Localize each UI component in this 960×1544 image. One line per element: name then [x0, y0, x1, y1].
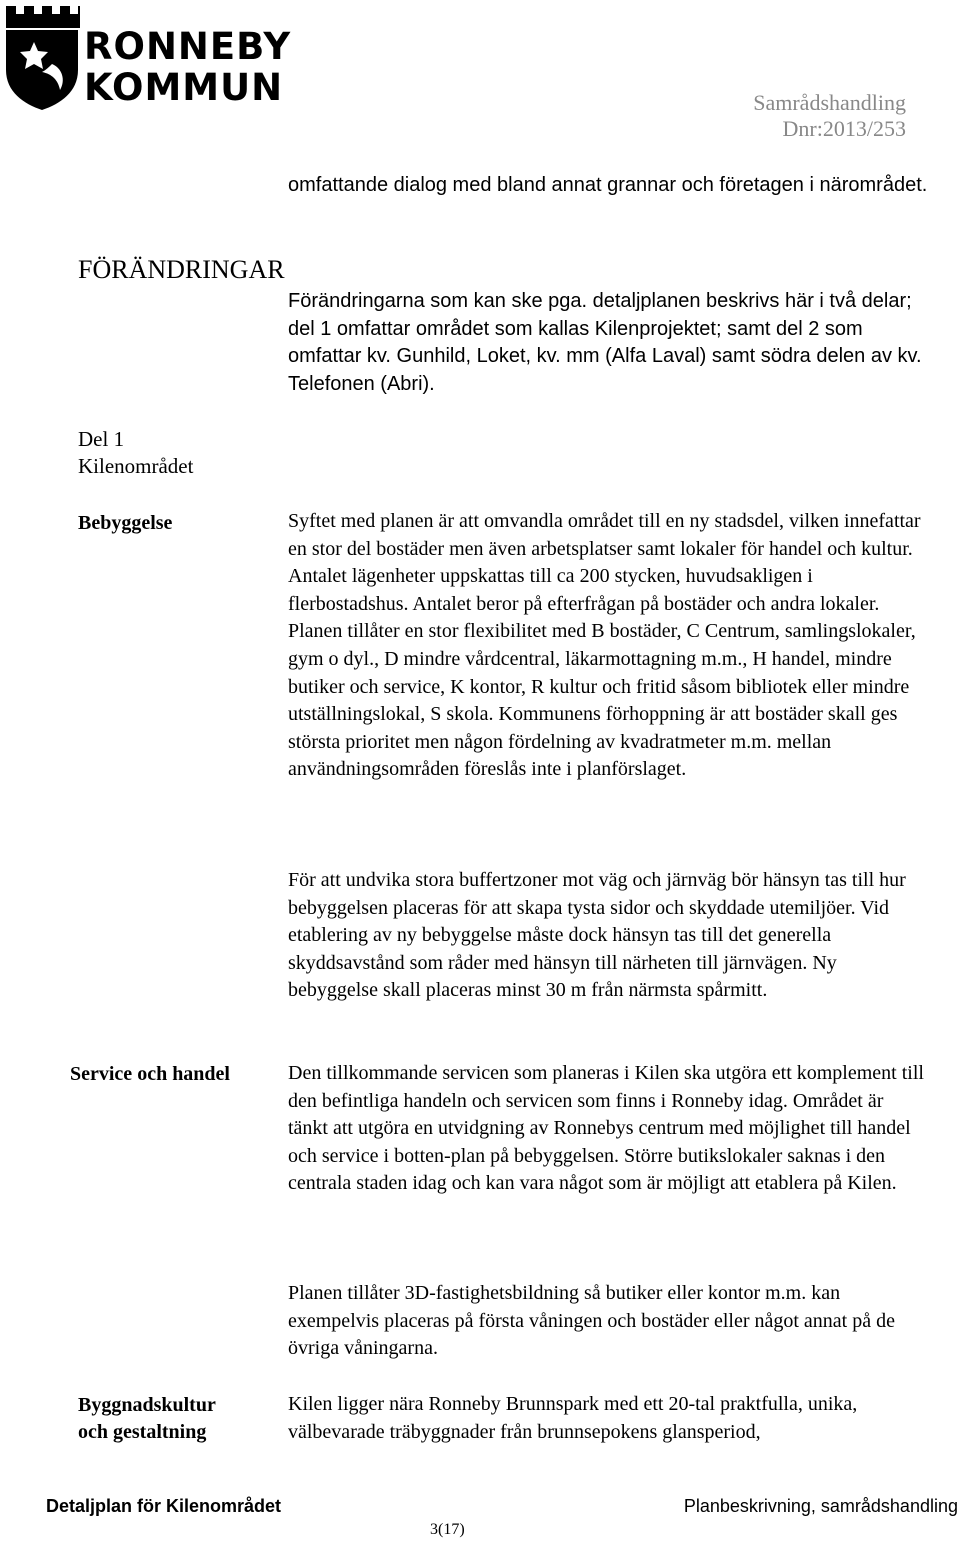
- logo-line-ronneby: RONNEBY: [84, 25, 292, 68]
- side-heading-byggnadskultur-line1: Byggnadskultur: [78, 1394, 216, 1416]
- side-heading-service-och-handel: Service och handel: [70, 1063, 230, 1085]
- part1-heading-line2: Kilenområdet: [78, 454, 194, 478]
- ronneby-kommun-logo: [4, 4, 292, 116]
- part1-heading: [78, 426, 193, 480]
- section-intro-paragraph: Förändringarna som kan ske pga. detaljplanen beskrivs här i två delar; del 1 omfattar området som kallas Kilenprojektet; samt del 2 som omfattar kv. Gunhild, Loket, kv. mm (Alfa Laval) samt södra delen av kv. Telefonen (Abri).: [288, 290, 922, 395]
- document-number: Dnr:2013/253: [782, 116, 906, 141]
- logo-wordmark: [84, 26, 291, 108]
- side-heading-byggnadskultur: [78, 1392, 216, 1446]
- side-heading-byggnadskultur-line2: och gestaltning: [78, 1421, 207, 1443]
- document-type: Samrådshandling: [753, 90, 906, 115]
- coat-of-arms-icon: [4, 4, 80, 112]
- intro-paragraph: omfattande dialog med bland annat grannar och företagen i närområdet.: [288, 174, 928, 196]
- service-paragraph-1: Den tillkommande servicen som planeras i Kilen ska utgöra ett komplement till den befintliga handeln och servicen som finns i Ronneby idag. Området är tänkt att utgöra en utvidgning av Ronnebys centrum med möjlighet till handel och service i botten-plan på bebyggelsen. Större butikslokaler saknas i den centrala staden idag och kan vara något som är möjligt att etablera på Kilen.: [288, 1062, 924, 1195]
- bebyggelse-paragraph-2: För att undvika stora buffertzoner mot väg och järnväg bör hänsyn tas till hur bebyggelsen placeras för att skapa tysta sidor och skyddade utemiljöer. Vid etablering av ny bebyggelse måste dock hänsyn tas till det generella skyddsavstånd som råder med hänsyn till närheten till järnvägen. Ny bebyggelse skall placeras minst 30 m från närmsta spårmitt.: [288, 869, 906, 1002]
- side-heading-bebyggelse: Bebyggelse: [78, 512, 173, 534]
- service-paragraph-2: Planen tillåter 3D-fastighetsbildning så butiker eller kontor m.m. kan exempelvis placeras på första våningen och bostäder eller något annat på de övriga våningarna.: [288, 1282, 895, 1360]
- document-header-info: [753, 90, 906, 142]
- logo-line-kommun: KOMMUN: [84, 66, 284, 109]
- footer-page-number: 3(17): [430, 1521, 465, 1538]
- footer-document-type: Planbeskrivning, samrådshandling: [683, 1496, 958, 1516]
- footer-plan-title: Detaljplan för Kilenområdet: [46, 1496, 282, 1516]
- part1-heading-line1: Del 1: [78, 427, 125, 451]
- byggnadskultur-paragraph-1: Kilen ligger nära Ronneby Brunnspark med ett 20-tal praktfulla, unika, välbevarade träbyggnader från brunnsepokens glansperiod,: [288, 1393, 858, 1443]
- section-heading-forandringar: FÖRÄNDRINGAR: [78, 255, 285, 284]
- bebyggelse-paragraph-1: Syftet med planen är att omvandla området till en ny stadsdel, vilken innefattar en stor del bostäder men även arbetsplatser samt lokaler för handel och kultur. Antalet lägenheter uppskattas till ca 200 stycken, huvudsakligen i flerbostadshus. Antalet beror på efterfrågan på bostäder och andra lokaler. Planen tillåter en stor flexibilitet med B bostäder, C Centrum, samlingslokaler, gym o dyl., D mindre vårdcentral, läkarmottagning m.m., H handel, mindre butiker och service, K kontor, R kultur och fritid såsom bibliotek eller mindre utställningslokal, S skola. Kommunens förhoppning är att bostäder skall ges största prioritet men någon fördelning av kvadratmeter m.m. mellan användningsområden föreslås inte i planförslaget.: [288, 510, 921, 781]
